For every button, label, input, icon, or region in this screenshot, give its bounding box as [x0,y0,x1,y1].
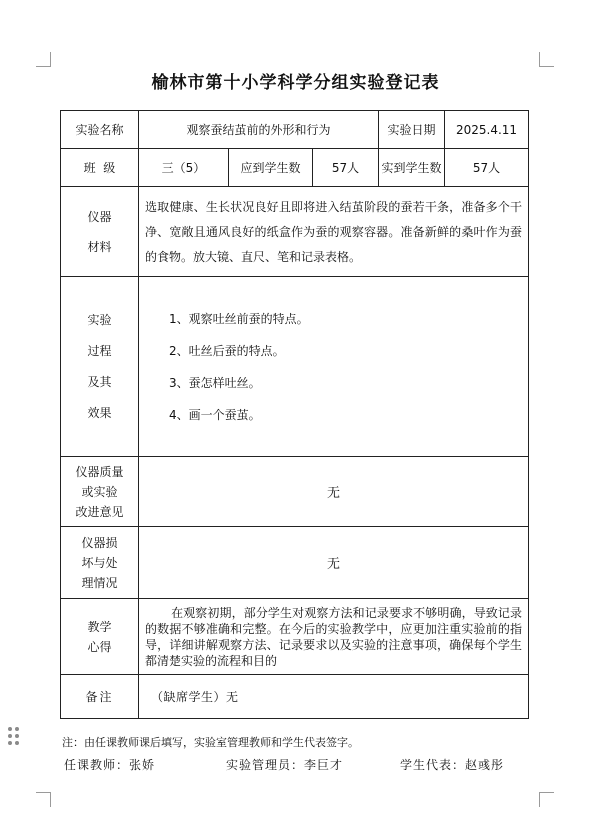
page-title: 榆林市第十小学科学分组实验登记表 [151,73,440,93]
experiment-register-table [60,110,529,719]
quality-label [61,457,139,527]
experiment-name-label: 实验名称 [61,111,139,149]
reflection-label-line: 教学 [87,619,112,634]
reflection-label-line: 心得 [87,639,112,654]
table-row [61,277,529,457]
actual-students-label: 实到学生数 [379,149,445,187]
materials-text: 选取健康、生长状况良好且即将进入结茧阶段的蚕若干条，准备多个干净、宽敞且通风良好的纸盒作为蚕的观察容器。准备新鲜的桑叶作为蚕的食物。放大镜、直尺、笔和记录表格。 [139,187,529,277]
damage-value: 无 [139,527,529,599]
process-label-line: 及其 [87,374,112,389]
manager-signature: 实验管理员：李巨才 [226,758,344,772]
quality-label-line: 改进意见 [75,504,124,519]
table-row [61,457,529,527]
damage-label [61,527,139,599]
expected-students-value: 57人 [313,149,379,187]
reflection-label [61,599,139,675]
table-row [61,527,529,599]
damage-label-line: 坏与处 [81,555,118,570]
remark-value: （缺席学生）无 [139,675,529,719]
class-label: 班 级 [61,149,139,187]
damage-label-line: 仪器损 [81,535,118,550]
process-step: 3、蚕怎样吐丝。 [169,375,261,390]
table-row [61,187,529,277]
teacher-signature: 任课教师：张娇 [64,758,156,772]
page-corner-mark [539,792,554,807]
process-label-line: 效果 [87,405,112,420]
process-steps [139,277,529,457]
actual-students-value: 57人 [445,149,529,187]
reflection-cell [139,599,529,675]
process-step: 1、观察吐丝前蚕的特点。 [169,311,309,326]
table-row [61,149,529,187]
quality-label-line: 或实验 [81,484,118,499]
remark-label: 备注 [61,675,139,719]
page-corner-mark [539,52,554,67]
process-label-line: 过程 [87,343,112,358]
process-step: 4、画一个蚕茧。 [169,407,261,422]
reflection-text: 在观察初期，部分学生对观察方法和记录要求不够明确，导致记录的数据不够准确和完整。在今后的实验教学中，应更加注重实验前的指导，详细讲解观察方法、记录要求以及实验的注意事项，确保每个学生都清楚实验的流程和目的 [145,605,523,668]
class-value: 三（5） [139,149,229,187]
quality-label-line: 仪器质量 [75,464,124,479]
process-step: 2、吐丝后蚕的特点。 [169,343,285,358]
drag-handle-icon[interactable] [8,727,22,749]
page-corner-mark [36,52,51,67]
experiment-name-value: 观察蚕结茧前的外形和行为 [139,111,379,149]
experiment-date-value: 2025.4.11 [445,111,529,149]
footer-note: 注：由任课教师课后填写，实验室管理教师和学生代表签字。 [62,736,359,749]
materials-label-line: 仪器 [87,209,112,224]
process-label [61,277,139,457]
damage-label-line: 理情况 [81,575,118,590]
materials-label-line: 材料 [87,239,112,254]
process-label-line: 实验 [87,312,112,327]
student-signature: 学生代表：赵彧彤 [400,758,505,772]
quality-value: 无 [139,457,529,527]
experiment-date-label: 实验日期 [379,111,445,149]
table-row [61,111,529,149]
page-corner-mark [36,792,51,807]
table-row [61,599,529,675]
expected-students-label: 应到学生数 [229,149,313,187]
materials-label [61,187,139,277]
table-row [61,675,529,719]
